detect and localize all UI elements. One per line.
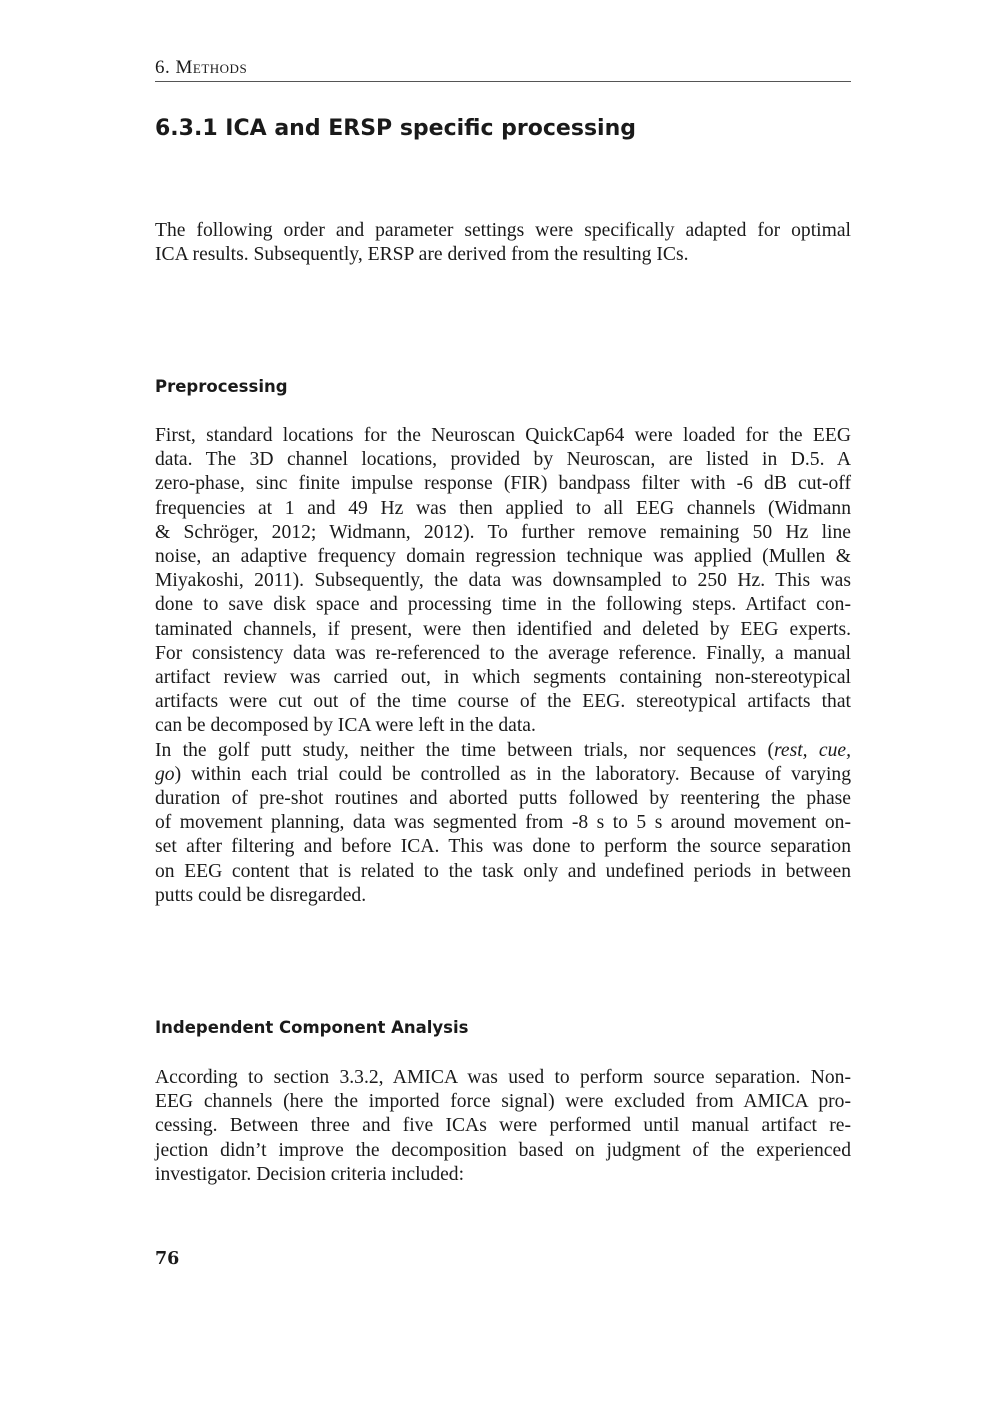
text-line: can be decomposed by ICA were left in the data.	[155, 715, 536, 737]
preprocessing-heading: Preprocessing	[155, 377, 288, 396]
text-line: noise, an adaptive frequency domain regression technique was applied (Mullen &	[155, 546, 851, 568]
text-line: artifact review was carried out, in which segments containing non-stereotypical	[155, 667, 851, 689]
text-line	[155, 739, 851, 763]
text-line: The following order and parameter settings were specifically adapted for optimal	[155, 220, 851, 241]
ica-paragraph	[155, 1066, 851, 1187]
intro-paragraph	[155, 219, 851, 267]
text-line: done to save disk space and processing time in the following steps. Artifact con-	[155, 594, 851, 616]
text-line: First, standard locations for the Neuroscan QuickCap64 were loaded for the EEG	[155, 425, 851, 446]
text-line: data. The 3D channel locations, provided by Neuroscan, are listed in D.5. A	[155, 449, 851, 471]
section-title: 6.3.1 ICA and ERSP specific processing	[155, 116, 636, 141]
header-rule	[155, 81, 851, 82]
text-line: EEG channels (here the imported force signal) were excluded from AMICA pro-	[155, 1091, 851, 1113]
ica-heading: Independent Component Analysis	[155, 1018, 469, 1037]
page-number: 76	[155, 1249, 180, 1269]
text-line: Miyakoshi, 2011). Subsequently, the data was downsampled to 250 Hz. This was	[155, 570, 851, 592]
text-line: & Schröger, 2012; Widmann, 2012). To further remove remaining 50 Hz line	[155, 521, 851, 543]
text-line: of movement planning, data was segmented from -8 s to 5 s around movement on-	[155, 812, 851, 834]
text-line: frequencies at 1 and 49 Hz was then applied to all EEG channels (Widmann	[155, 497, 851, 519]
preprocessing-paragraph-1	[155, 424, 851, 739]
text-line: duration of pre-shot routines and aborted putts followed by reentering the phase	[155, 788, 851, 809]
text-line: set after filtering and before ICA. This was done to perform the source separation	[155, 836, 851, 858]
text-run: In the golf putt study, neither the time between trials, nor sequences (	[155, 739, 774, 761]
chapter-title: Methods	[175, 57, 248, 78]
running-head	[155, 56, 851, 80]
text-line: taminated channels, if present, were then identified and deleted by EEG experts.	[155, 618, 851, 640]
text-line	[155, 763, 851, 787]
text-line: zero-phase, sinc finite impulse response (FIR) bandpass filter with -6 dB cut-off	[155, 473, 851, 495]
text-line: putts could be disregarded.	[155, 884, 367, 906]
page	[155, 0, 851, 1414]
italic-terms: rest, cue,	[774, 739, 851, 761]
chapter-number: 6.	[155, 57, 171, 78]
text-line: cessing. Between three and five ICAs were performed until manual artifact re-	[155, 1115, 851, 1137]
preprocessing-paragraph-2	[155, 739, 851, 908]
text-line: According to section 3.3.2, AMICA was used to perform source separation. Non-	[155, 1067, 851, 1088]
text-line: investigator. Decision criteria included:	[155, 1163, 465, 1185]
text-line: ICA results. Subsequently, ERSP are derived from the resulting ICs.	[155, 244, 689, 266]
text-line: jection didn’t improve the decomposition based on judgment of the experienced	[155, 1139, 851, 1161]
text-line: on EEG content that is related to the task only and undefined periods in between	[155, 860, 851, 882]
italic-term: go	[155, 763, 175, 785]
text-line: For consistency data was re-referenced to the average reference. Finally, a manual	[155, 642, 851, 664]
text-line: artifacts were cut out of the time course of the EEG. stereotypical artifacts that	[155, 691, 851, 713]
text-run: ) within each trial could be controlled as in the laboratory. Because of varying	[174, 763, 851, 785]
